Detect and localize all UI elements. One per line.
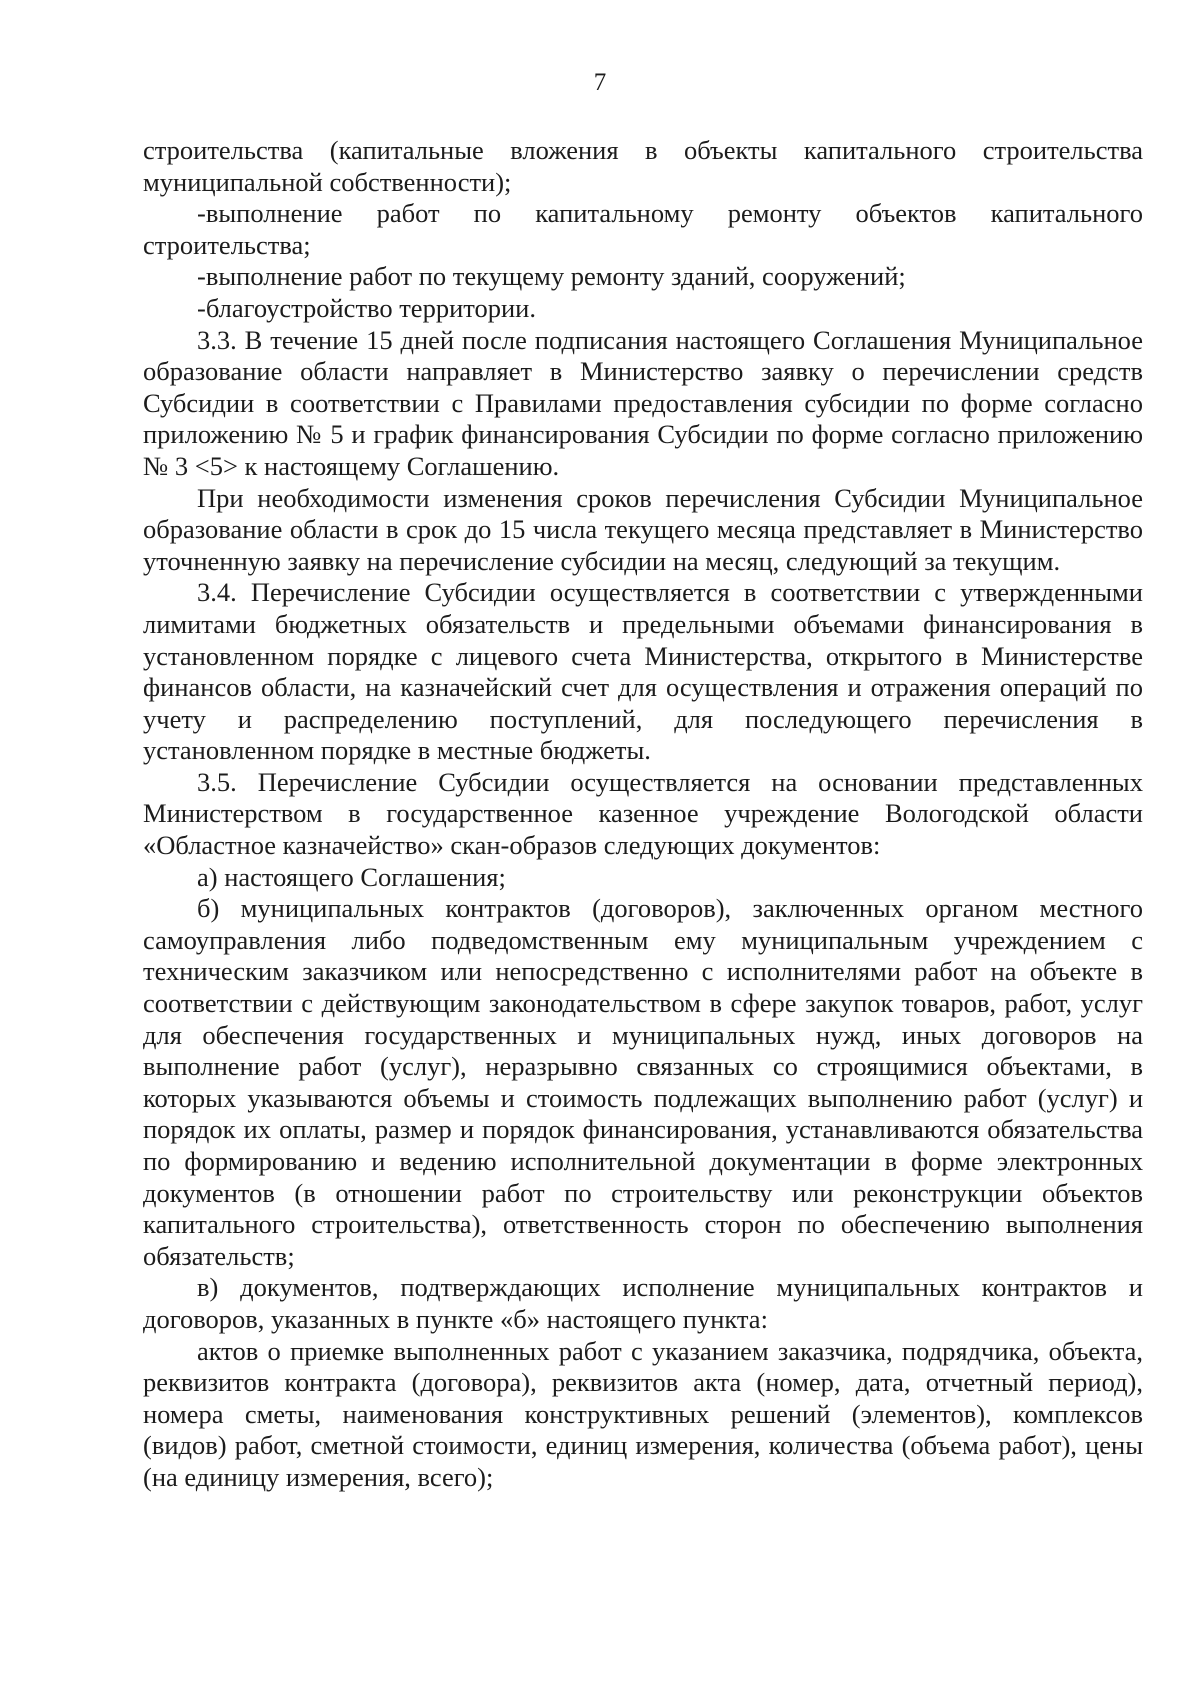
clause-3-5: 3.5. Перечисление Субсидии осуществляется на основании представленных Министерством в государственное казенное учреждение Вологодской области «Областное казначейство» скан-образов следующих документов: — [143, 766, 1143, 861]
clause-3-3: 3.3. В течение 15 дней после подписания настоящего Соглашения Муниципальное образование области направляет в Министерство заявку о перечислении средств Субсидии в соответствии с Правилами предоставления субсидии по форме согласно приложению № 5 и график финансирования Субсидии по форме согласно приложению № 3 <5> к настоящему Соглашению. — [143, 324, 1143, 481]
page-number: 7 — [593, 69, 607, 96]
clause-3-5-item-a: а) настоящего Соглашения; — [197, 861, 506, 892]
clause-3-4: 3.4. Перечисление Субсидии осуществляется в соответствии с утвержденными лимитами бюджетных обязательств и предельными объемами финансирования в установленном порядке с лицевого счета Министерства, открытого в Министерстве финансов области, на казначейский счет для осуществления и отражения операций по учету и распределению поступлений, для последующего перечисления в установленном порядке в местные бюджеты. — [143, 577, 1143, 766]
paragraph-continuation: строительства (капитальные вложения в объекты капитального строительства муниципальной собственности); — [143, 135, 1143, 197]
clause-3-5-acts: актов о приемке выполненных работ с указанием заказчика, подрядчика, объекта, реквизитов контракта (договора), реквизитов акта (номер, дата, отчетный период), номера сметы, наименования конструктивных решений (элементов), комплексов (видов) работ, сметной стоимости, единиц измерения, количества (объема работ), цены (на единицу измерения, всего); — [143, 1335, 1143, 1492]
clause-3-5-item-b: б) муниципальных контрактов (договоров), заключенных органом местного самоуправления либо подведомственным ему муниципальным учреждением с техническим заказчиком или непосредственно с исполнителями работ на объекте в соответствии с действующим законодательством в сфере закупок товаров, работ, услуг для обеспечения государственных и муниципальных нужд, иных договоров на выполнение работ (услуг), неразрывно связанных со строящимися объектами, в которых указываются объемы и стоимость подлежащих выполнению работ (услуг) и порядок их оплаты, размер и порядок финансирования, устанавливаются обязательства по формированию и ведению исполнительной документации в форме электронных документов (в отношении работ по строительству или реконструкции объектов капитального строительства), ответственность сторон по обеспечению выполнения обязательств; — [143, 893, 1143, 1271]
list-item-capital-repair: -выполнение работ по капитальному ремонту объектов капитального строительства; — [143, 198, 1143, 260]
list-item-landscaping: -благоустройство территории. — [197, 292, 536, 323]
clause-3-3-schedule-change: При необходимости изменения сроков перечисления Субсидии Муниципальное образование области в срок до 15 числа текущего месяца представляет в Министерство уточненную заявку на перечисление субсидии на месяц, следующий за текущим. — [143, 482, 1143, 576]
list-item-current-repair: -выполнение работ по текущему ремонту зданий, сооружений; — [197, 261, 906, 292]
document-body — [143, 135, 1143, 1494]
clause-3-5-item-v: в) документов, подтверждающих исполнение муниципальных контрактов и договоров, указанных в пункте «б» настоящего пункта: — [143, 1272, 1143, 1334]
